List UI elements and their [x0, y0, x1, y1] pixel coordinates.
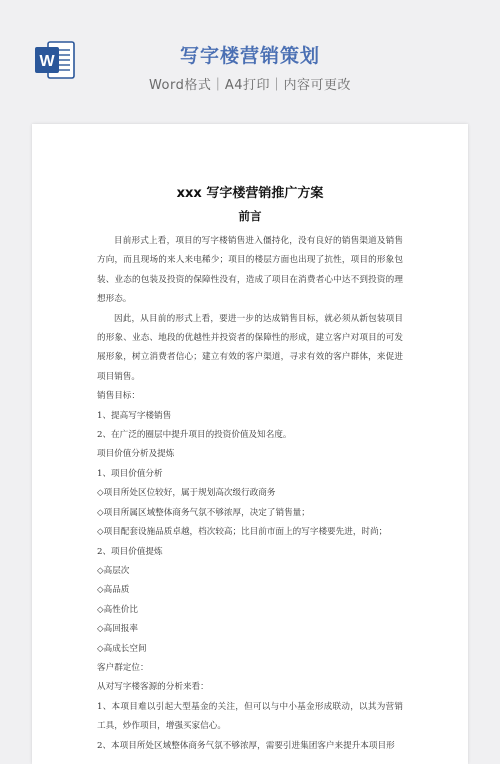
- document-paragraph: 从对写字楼客源的分析来看：: [97, 682, 209, 693]
- document-paragraph: 项目价值分析及提炼: [97, 449, 175, 460]
- document-paragraph: 2、本项目所处区域整体商务气氛不够浓厚，需要引进集团客户来提升本项目形: [97, 740, 395, 751]
- document-paragraph: ◇项目所属区域整体商务气氛不够浓厚，决定了销售量；: [97, 507, 310, 518]
- document-paragraph: 2、项目价值提炼: [97, 546, 163, 557]
- document-paragraph: 目前形式上看，项目的写字楼销售进入僵持化，没有良好的销售渠道及销售方向，而且现场的来人来电稀少；项目的楼层方面也出现了抗性，项目的形象包装、业态的包装及投资的保障性没有，造成了项目在消费者心中达不到投资的理想形态。: [97, 236, 403, 305]
- document-paragraph: 1、提高写字楼销售: [97, 410, 172, 421]
- document-paragraph: ◇项目所处区位较好，属于规划高次级行政商务: [97, 488, 276, 499]
- document-paragraph: ◇高性价比: [97, 604, 138, 615]
- document-section-heading: 前言: [238, 209, 262, 223]
- document-page: [32, 124, 468, 764]
- document-body: [97, 232, 403, 756]
- document-paragraph: ◇高成长空间: [97, 643, 147, 654]
- document-paragraph: 客户群定位：: [97, 662, 149, 673]
- document-paragraph: ◇高层次: [97, 565, 130, 576]
- page-header: [0, 0, 500, 110]
- document-paragraph: 因此，从目前的形式上看，要进一步的达成销售目标，就必须从新包装项目的形象、业态、地段的优越性并投资者的保障性的形成，建立客户对项目的可发展形象，树立消费者信心；建立有效的客户渠道，寻求有效的客户群体，来促进项目销售。: [97, 313, 403, 382]
- document-title: xxx 写字楼营销推广方案: [176, 186, 324, 201]
- word-icon-letter: W: [39, 53, 55, 70]
- document-paragraph: 销售目标：: [97, 391, 140, 402]
- document-paragraph: ◇项目配套设施品质卓越，档次较高；比目前市面上的写字楼要先进，时尚；: [97, 527, 388, 538]
- page-title: 写字楼营销策划: [179, 45, 320, 67]
- document-paragraph: 2、在广泛的圈层中提升项目的投资价值及知名度。: [97, 430, 292, 441]
- document-paragraph: 1、本项目难以引起大型基金的关注，但可以与中小基金形成联动，以其为营销工具，炒作项目，增强买家信心。: [97, 701, 403, 732]
- document-paragraph: ◇高品质: [97, 585, 130, 596]
- document-paragraph: ◇高回报率: [97, 624, 138, 635]
- document-paragraph: 1、项目价值分析: [97, 468, 163, 479]
- page-subtitle: Word格式｜A4打印｜内容可更改: [148, 78, 352, 93]
